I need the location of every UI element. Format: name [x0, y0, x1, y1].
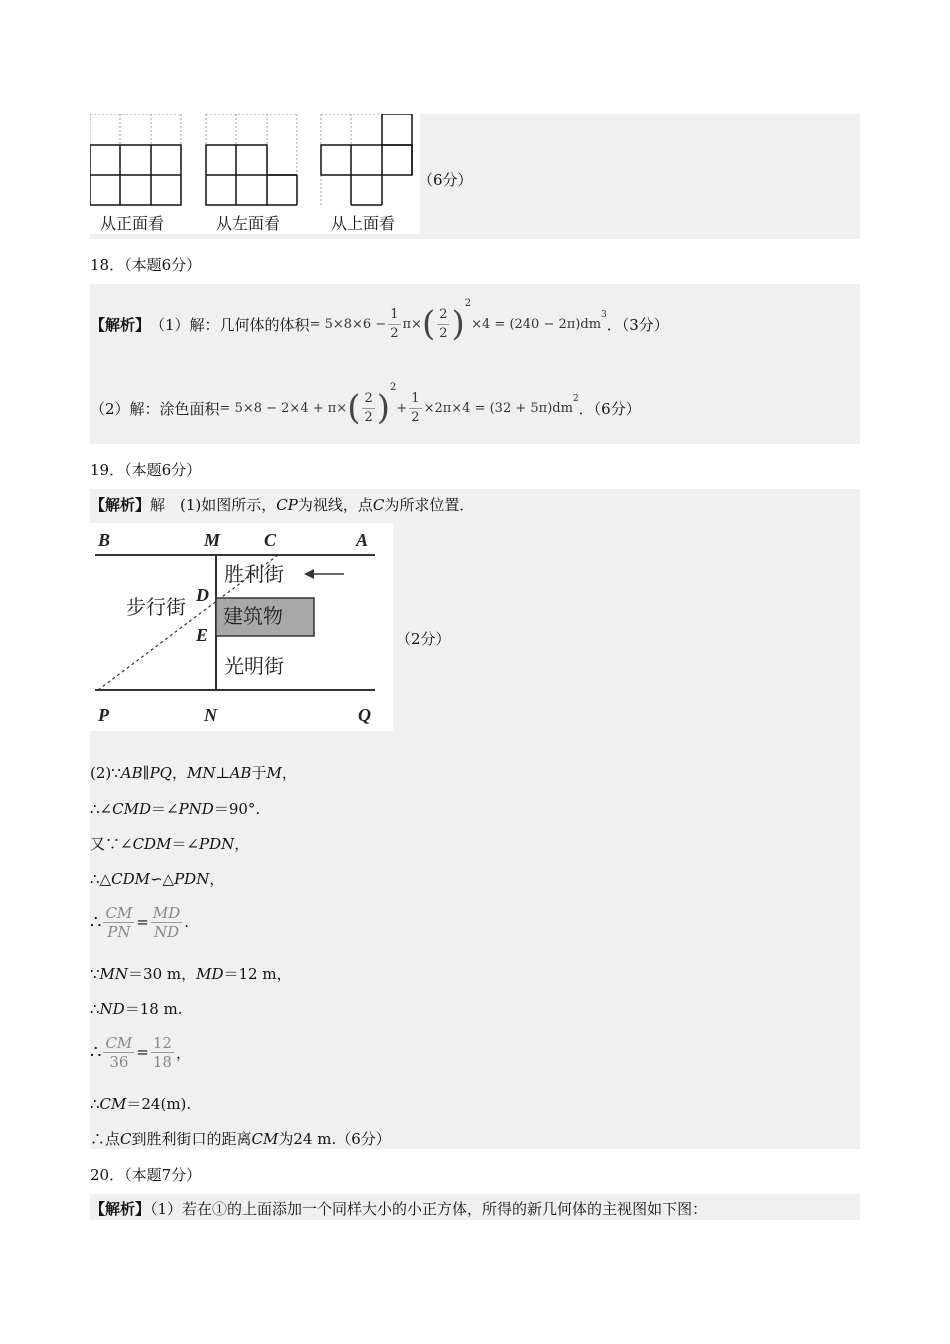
- q18-part1-formula-c: ×4 = (240 − 2π)dm: [471, 316, 602, 332]
- q19-intro: 【解析】解 (1)如图所示，CP为视线，点C为所求位置．: [90, 496, 475, 514]
- q18-part2-exponent: 2: [390, 382, 397, 393]
- point-m: M: [204, 530, 221, 550]
- step-4: ∴△CDM∽△PDN，: [90, 870, 225, 888]
- step-10-conclusion: ∴点C到胜利街口的距离CM为24 m.（6分）: [90, 1130, 391, 1148]
- front-view-label: 从正面看: [100, 214, 165, 233]
- step-2: ∴∠CMD＝∠PND＝90°.: [90, 800, 261, 818]
- q19-tag: 【解析】: [90, 496, 151, 514]
- q18-part1-end: ．（3分）: [606, 315, 669, 334]
- q18-part2-formula-a: = 5×8 − 2×4 + π×: [219, 400, 348, 416]
- q18-part2-unit-exp: 2: [572, 394, 579, 404]
- building-label: 建筑物: [223, 604, 283, 628]
- q20-tag: 【解析】: [90, 1200, 151, 1218]
- diagram-score: （2分）: [396, 630, 451, 648]
- q18-title: 18．（本题6分）: [90, 256, 202, 274]
- step-7: ∴ND＝18 m.: [90, 1000, 183, 1018]
- q18-part1-exponent: 2: [464, 298, 472, 309]
- q18-part1-fraction: $\frac{1}{2}$: [390, 306, 399, 341]
- top-view-label: 从上面看: [331, 214, 396, 233]
- point-d: D: [196, 585, 209, 605]
- step-5-proportion: ∴ $\frac{CM}{PN}$ = $\frac{MD}{ND}$ .: [90, 903, 190, 941]
- street-label-bottom: 光明街: [224, 654, 284, 678]
- q18-part2-plus: +: [396, 400, 408, 416]
- point-q: Q: [358, 705, 371, 725]
- step-3: 又∵∠CDM＝∠PDN，: [90, 835, 250, 853]
- step-9: ∴CM＝24(m).: [90, 1095, 192, 1113]
- left-view-label: 从左面看: [216, 214, 281, 233]
- q18-part2-paren-fraction: $\frac{2}{2}$: [364, 390, 373, 425]
- step-6: ∵MN＝30 m，MD＝12 m，: [90, 965, 292, 983]
- point-e: E: [196, 625, 209, 645]
- q18-part2-fraction: $\frac{1}{2}$: [411, 390, 420, 425]
- q19-title: 19．（本题6分）: [90, 461, 202, 479]
- street-label-left: 步行街: [126, 595, 186, 619]
- q18-part2: （2）解：涂色面积 = 5×8 − 2×4 + π× ( $\frac{2}{2}$ ) $^2$ + $\frac{1}{2}$ ×2π×4 = (32 + 5π)dm $^2$ ．（6分）: [90, 382, 641, 428]
- q20-title: 20．（本题7分）: [90, 1166, 202, 1184]
- q18-part1: 【解析】 （1）解：几何体的体积 = 5×8×6 − $\frac{1}{2}$ π× ( $\frac{2}{2}$ ) $^2$ ×4 = (240 − 2π)dm $^3$ ．（3分）: [90, 298, 669, 344]
- point-n: N: [204, 705, 217, 725]
- street-label-top: 胜利街: [224, 562, 284, 586]
- q18-part1-unit-exp: 3: [601, 310, 607, 320]
- q18-part1-paren-fraction: $\frac{2}{2}$: [439, 306, 448, 341]
- point-b: B: [98, 530, 111, 550]
- step-1: (2)∵AB∥PQ，MN⊥AB于M，: [90, 764, 297, 782]
- point-a: A: [356, 530, 369, 550]
- q18-part1-formula-a: = 5×8×6 −: [309, 316, 387, 332]
- q18-part1-text: （1）解：几何体的体积: [150, 315, 310, 334]
- q18-tag: 【解析】: [90, 315, 151, 334]
- q18-part2-text: （2）解：涂色面积: [90, 399, 220, 418]
- step-8-proportion: ∴ $\frac{CM}{36}$ = $\frac{12}{18}$ ，: [90, 1033, 191, 1071]
- q18-part2-formula-b: ×2π×4 = (32 + 5π)dm: [423, 400, 573, 416]
- q18-part2-end: ．（6分）: [578, 399, 641, 418]
- point-p: P: [98, 705, 109, 725]
- q20-text: 【解析】（1）若在①的上面添加一个同样大小的小正方体，所得的新几何体的主视图如下图：: [90, 1200, 708, 1218]
- street-diagram: [90, 523, 393, 731]
- point-c: C: [264, 530, 277, 550]
- q18-part1-formula-b: π×: [402, 316, 422, 332]
- q17-score: （6分）: [418, 171, 473, 189]
